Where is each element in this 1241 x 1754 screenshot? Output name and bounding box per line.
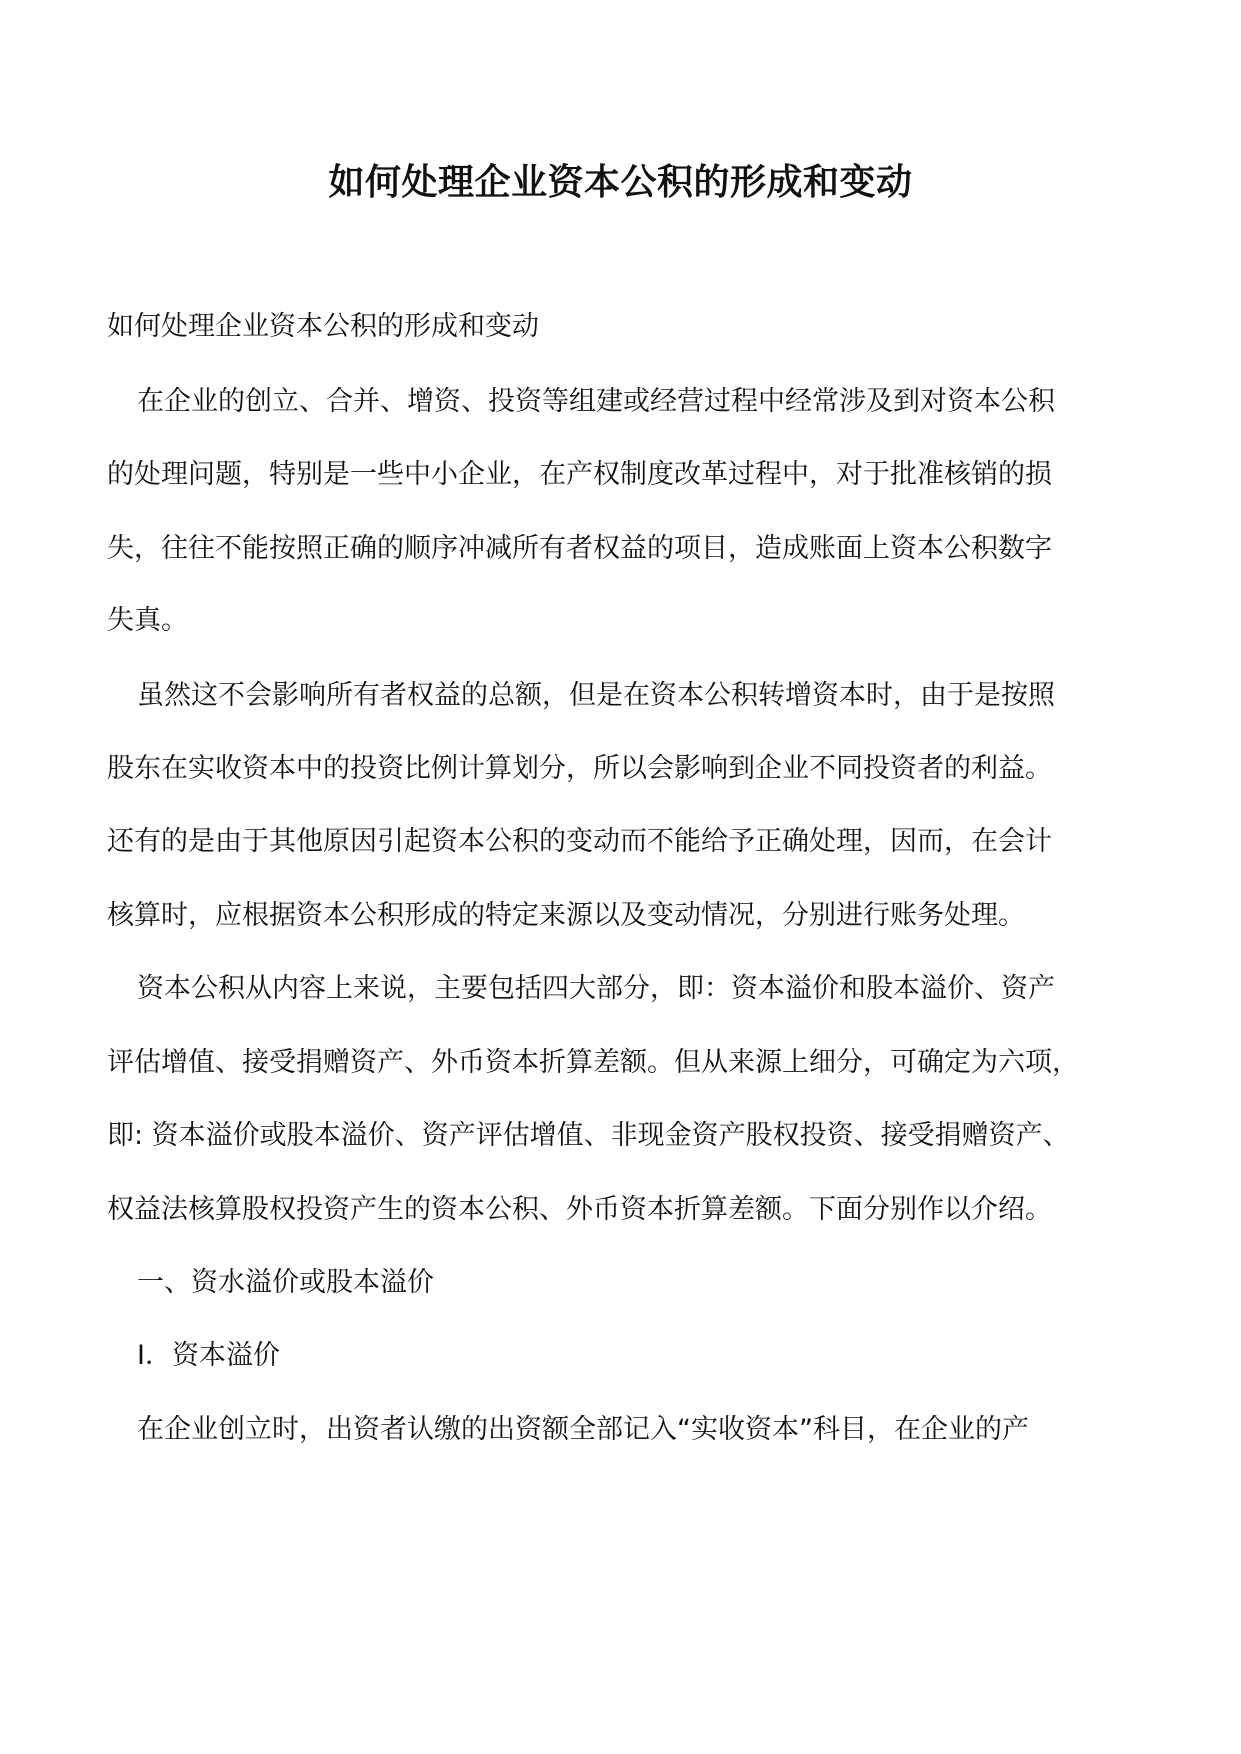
paragraph-line: 虽然这不会影响所有者权益的总额，但是在资本公积转增资本时，由于是按照	[137, 680, 1055, 711]
paragraph-line: 失，往往不能按照正确的顺序冲减所有者权益的项目，造成账面上资本公积数字	[107, 533, 1052, 564]
paragraph-line: 还有的是由于其他原因引起资本公积的变动而不能给予正确处理，因而，在会计	[107, 826, 1052, 857]
paragraph-line: 评估增值、接受捐赠资产、外币资本折算差额。但从来源上细分，可确定为六项，	[107, 1047, 1079, 1078]
section-heading: 一、资水溢价或股本溢价	[137, 1267, 434, 1298]
subtitle-line: 如何处理企业资本公积的形成和变动	[107, 311, 539, 342]
paragraph-line: 在企业创立时，出资者认缴的出资额全部记入“实收资本”科目，在企业的产	[137, 1414, 1029, 1445]
paragraph-line: 即: 资本溢价或股本溢价、资产评估增值、非现金资产股权投资、接受捐赠资产、	[107, 1120, 1070, 1151]
subsection-heading: I．资本溢价	[137, 1340, 280, 1371]
paragraph-line: 的处理问题，特别是一些中小企业，在产权制度改革过程中，对于批准核销的损	[107, 459, 1052, 490]
paragraph-line: 在企业的创立、合并、增资、投资等组建或经营过程中经常涉及到对资本公积	[137, 386, 1055, 417]
paragraph-line: 资本公积从内容上来说，主要包括四大部分，即：资本溢价和股本溢价、资产	[137, 973, 1055, 1004]
document-title: 如何处理企业资本公积的形成和变动	[328, 161, 913, 203]
paragraph-line: 失真。	[107, 605, 188, 636]
paragraph-line: 权益法核算股权投资产生的资本公积、外币资本折算差额。下面分别作以介绍。	[107, 1194, 1052, 1225]
paragraph-line: 股东在实收资本中的投资比例计算划分，所以会影响到企业不同投资者的利益。	[107, 753, 1052, 784]
paragraph-line: 核算时，应根据资本公积形成的特定来源以及变动情况，分别进行账务处理。	[107, 900, 1025, 931]
